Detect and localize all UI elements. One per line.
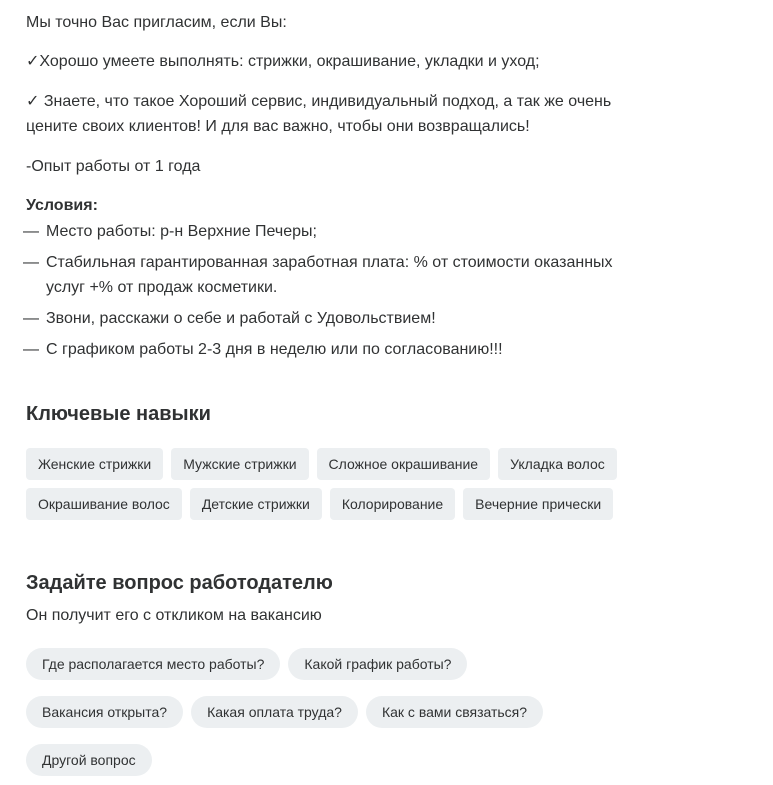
requirement-line: ✓ Знаете, что такое Хороший сервис, индивидуальный подход, а так же очень [26,93,612,110]
skill-tag: Вечерние прически [463,488,613,520]
question-chip-contact[interactable]: Как с вами связаться? [366,696,543,728]
skill-tag: Детские стрижки [190,488,322,520]
condition-item [23,337,666,362]
ask-employer-title: Задайте вопрос работодателю [26,572,333,594]
skill-tag: Укладка волос [498,448,617,480]
dash-marker: — [23,310,39,327]
conditions-list [23,219,666,368]
condition-text: С графиком работы 2-3 дня в неделю или по согласованию!!! [46,341,503,358]
ask-employer-subtitle: Он получит его с откликом на вакансию [26,607,322,624]
dash-marker: — [23,254,39,271]
condition-item [23,219,666,244]
question-chip-row [26,744,152,776]
condition-text: Звони, расскажи о себе и работай с Удовольствием! [46,310,436,327]
requirement-item: ✓Хорошо умеете выполнять: стрижки, окрашивание, укладки и уход; [26,53,540,70]
skill-tag: Женские стрижки [26,448,163,480]
requirement-line: цените своих клиентов! И для вас важно, чтобы они возвращались! [26,118,530,135]
condition-text: услуг +% от продаж косметики. [46,279,278,296]
skill-tag: Колорирование [330,488,455,520]
conditions-title: Условия: [26,197,98,214]
condition-item [23,306,666,331]
skills-title: Ключевые навыки [26,403,211,425]
question-chip-row [26,648,467,680]
dash-marker: — [23,223,39,240]
question-chip-vacancy-open[interactable]: Вакансия открыта? [26,696,183,728]
dash-marker: — [23,341,39,358]
skill-tag: Сложное окрашивание [317,448,491,480]
skill-tag: Мужские стрижки [171,448,308,480]
question-chip-row [26,696,543,728]
condition-text: Место работы: р-н Верхние Печеры; [46,223,317,240]
question-chip-location[interactable]: Где располагается место работы? [26,648,280,680]
question-chip-schedule[interactable]: Какой график работы? [288,648,467,680]
skills-tag-list [26,448,626,520]
requirement-item [26,89,611,139]
intro-text: Мы точно Вас пригласим, если Вы: [26,14,287,31]
condition-item [23,250,666,300]
question-chip-other[interactable]: Другой вопрос [26,744,152,776]
skill-tag: Окрашивание волос [26,488,182,520]
question-chip-salary[interactable]: Какая оплата труда? [191,696,358,728]
experience-text: -Опыт работы от 1 года [26,158,201,175]
condition-text: Стабильная гарантированная заработная плата: % от стоимости оказанных [46,254,613,271]
